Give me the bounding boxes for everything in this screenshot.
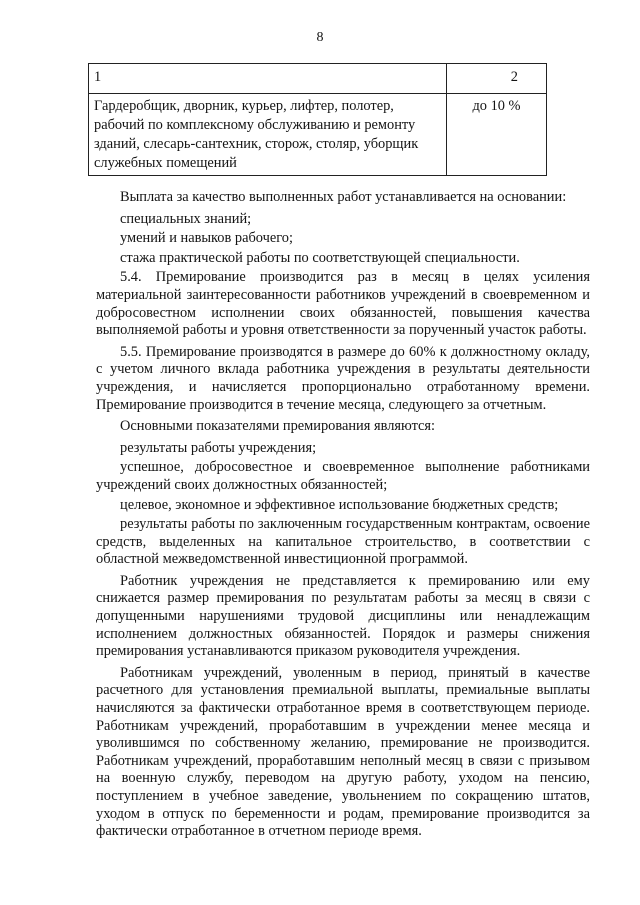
table-cell-positions: Гардеробщик, дворник, курьер, лифтер, полотер, рабочий по комплексному обслуживанию и ремонту зданий, слесарь-сантехник, сторож, столяр, уборщик служебных помещений bbox=[89, 94, 447, 176]
table-header-col2: 2 bbox=[447, 64, 547, 94]
paragraph-5-5: 5.5. Премирование производятся в размере до 60% к должностному окладу, с учетом личного вклада работника учреждения в результаты деятельности учреждения, и начисляется пропорционально отработанному времени. Премирование производится в течение месяца, следующего за отчетным. bbox=[96, 343, 590, 413]
list-item-duties: успешное, добросовестное и своевременное выполнение работниками учреждений своих должностных обязанностей; bbox=[96, 459, 590, 493]
positions-table bbox=[88, 63, 547, 176]
paragraph-quality-basis: Выплата за качество выполненных работ устанавливается на основании: bbox=[120, 189, 567, 205]
list-item-experience: стажа практической работы по соответствующей специальности. bbox=[120, 249, 520, 266]
document-body bbox=[96, 189, 590, 845]
table-row bbox=[89, 94, 547, 176]
list-item-budget: целевое, экономное и эффективное использование бюджетных средств; bbox=[120, 496, 559, 513]
table-header-col1: 1 bbox=[89, 64, 447, 94]
paragraph-indicators-intro: Основными показателями премирования являются: bbox=[120, 418, 436, 435]
list-item-contracts: результаты работы по заключенным государственным контрактам, освоение средств, выделенных на капитальное строительство, в соответствии с областной межведомственной инвестиционной программой. bbox=[96, 516, 590, 568]
list-item-results: результаты работы учреждения; bbox=[120, 439, 317, 456]
table-header-row bbox=[89, 64, 547, 94]
paragraph-5-4: 5.4. Премирование производится раз в месяц в целях усиления материальной заинтересованности работников учреждений в своевременном и добросовестном исполнении своих обязанностей, повышения качества выполняемой работы и уровня ответственности за порученный участок работы. bbox=[96, 269, 590, 339]
paragraph-dismissed: Работникам учреждений, уволенным в период, принятый в качестве расчетного для установления премиальной выплаты, премиальные выплаты начисляются за фактически отработанное время в соответствующем периоде. Работникам учреждений, проработавшим в учреждении менее месяца и уволившимся по собственному желанию, премирование не производится. Работникам учреждений, проработавшим неполный месяц в связи с призывом на военную службу, переводом на другую работу, уходом на пенсию, поступлением в учебное заведение, увольнением по сокращению штатов, уходом в отпуск по беременности и родам, премирование производится за фактически отработанное в отчетном периоде время. bbox=[96, 664, 590, 840]
page-number: 8 bbox=[316, 30, 324, 45]
list-item-skills: умений и навыков рабочего; bbox=[120, 230, 293, 247]
paragraph-reduction: Работник учреждения не представляется к премированию или ему снижается размер премирования по результатам работы за месяц в связи с допущенными нарушениями трудовой дисциплины или ненадлежащим исполнением должностных обязанностей. Порядок и размеры снижения премирования устанавливаются приказом руководителя учреждения. bbox=[96, 572, 590, 660]
table-cell-rate: до 10 % bbox=[447, 94, 547, 176]
list-item-special-knowledge: специальных знаний; bbox=[120, 210, 252, 227]
